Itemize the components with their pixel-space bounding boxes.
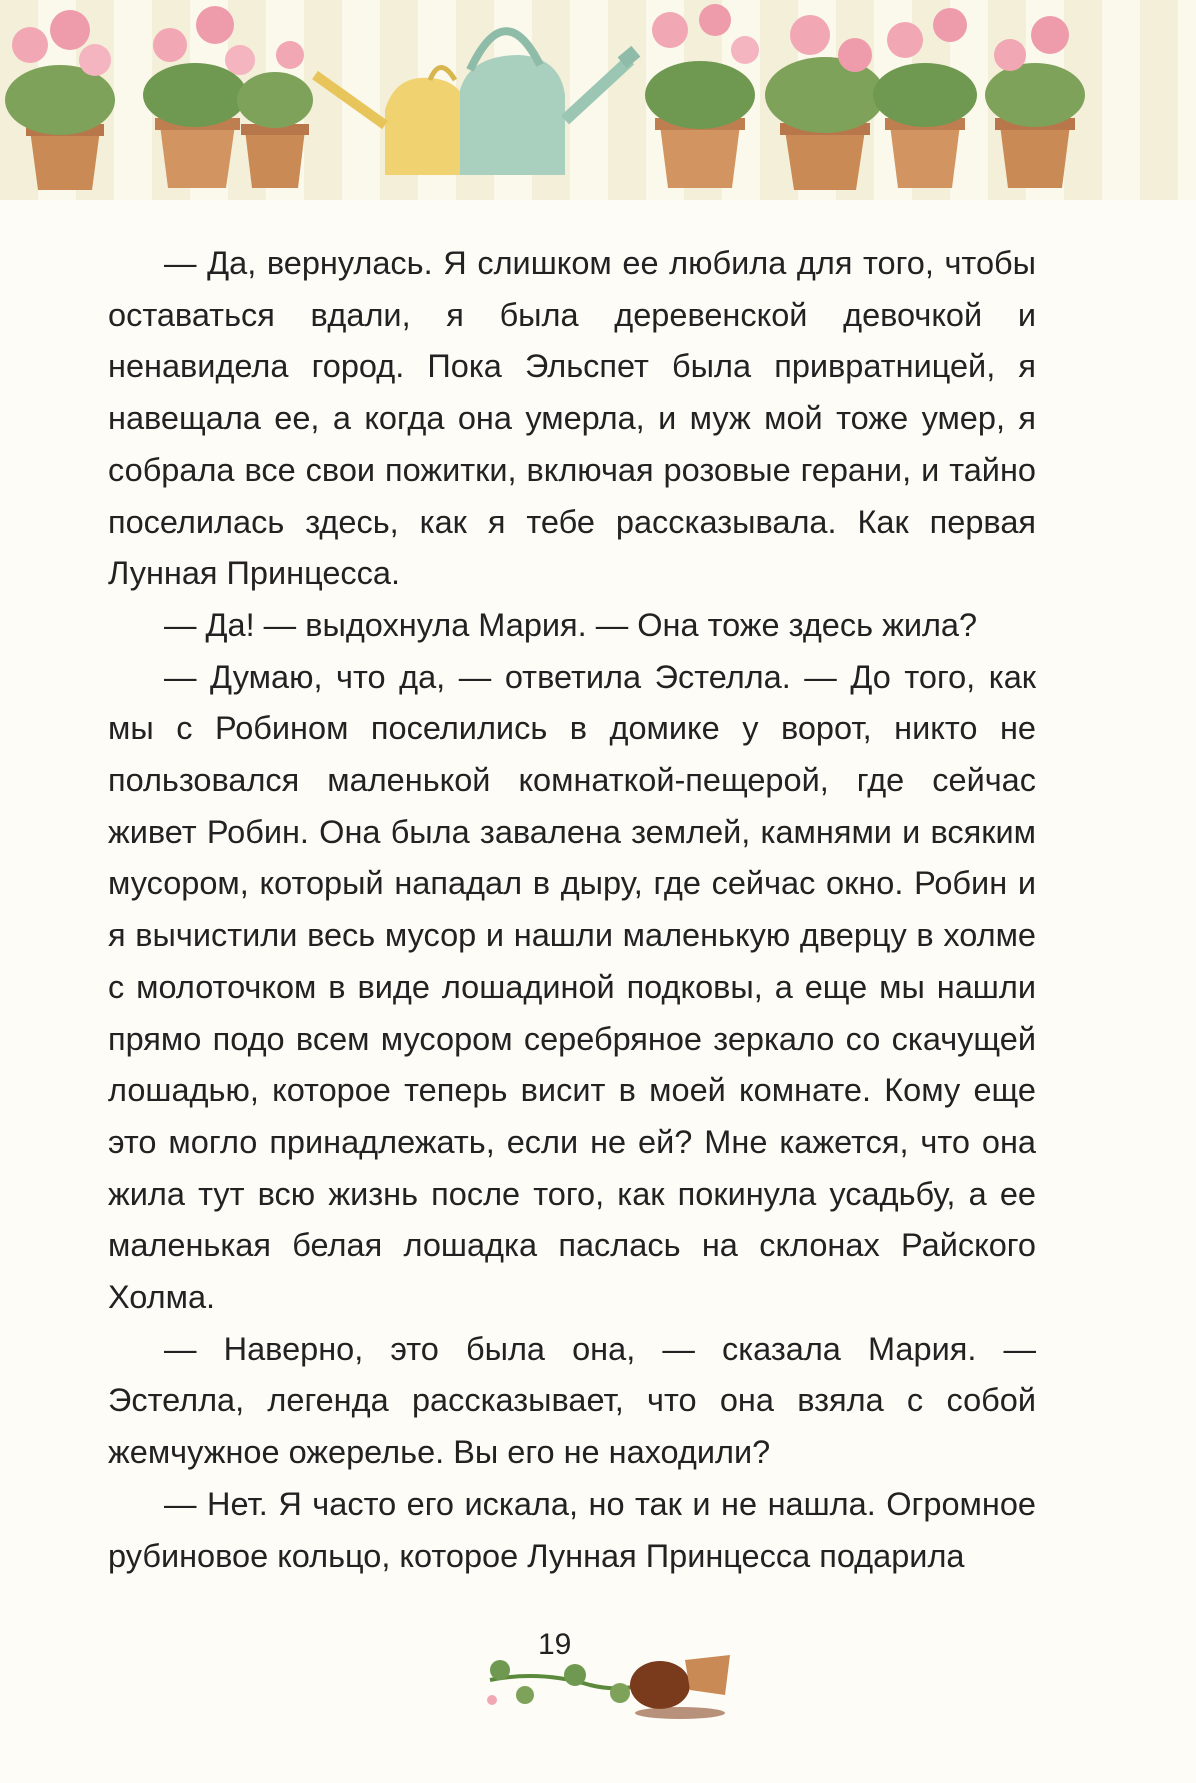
paragraph: — Да, вернулась. Я слишком ее любила для того, чтобы оставаться вдали, я была деревенской девочкой и ненавидела город. Пока Эльспет была привратницей, я навещала ее, а когда она умерла, и муж мой тоже умер, я собрала все свои пожитки, включая розовые герани, и тайно поселилась здесь, как я тебе рассказывала. Как первая Лунная Принцесса. xyxy=(108,245,1036,592)
geranium-pots-illustration xyxy=(0,0,1196,200)
flower-pot-icon xyxy=(985,16,1085,188)
flower-pot-icon xyxy=(765,15,885,190)
paragraph: — Нет. Я часто его искала, но так и не нашла. Огромное рубиновое кольцо, которое Лунная Принцесса подарила xyxy=(108,1485,1036,1574)
watering-can-icon xyxy=(460,31,640,175)
header-illustration xyxy=(0,0,1196,200)
flower-pot-icon xyxy=(5,10,115,190)
story-text xyxy=(108,238,1036,1582)
paragraph: — Думаю, что да, — ответила Эстелла. — До того, как мы с Робином поселились в домике у ворот, никто не пользовался маленькой комнаткой-пещерой, где сейчас живет Робин. Она была завалена землей, камнями и всяким мусором, который нападал в дыру, где сейчас окно. Робин и я вычистили весь мусор и нашли маленькую дверцу в холме с молоточком в виде лошадиной подковы, а еще мы нашли прямо подо всем мусором серебряное зеркало со скачущей лошадью, которое теперь висит в моей комнате. Кому еще это могло принадлежать, если не ей? Мне кажется, что она жила тут всю жизнь после того, как покинула усадьбу, а ее маленькая белая лошадка паслась на склонах Райского Холма. xyxy=(108,658,1036,1316)
flower-pot-icon xyxy=(645,4,759,188)
page-number: 19 xyxy=(538,1628,572,1661)
flower-pot-icon xyxy=(873,8,977,188)
paragraph: — Наверно, это была она, — сказала Мария. — Эстелла, легенда рассказывает, что она взяла с собой жемчужное ожерелье. Вы его не находили? xyxy=(108,1330,1036,1471)
broken-pot-icon xyxy=(630,1655,730,1719)
watering-can-icon xyxy=(315,68,470,176)
footer-vine-illustration xyxy=(480,1625,770,1725)
paragraph: — Да! — выдохнула Мария. — Она тоже здесь жила? xyxy=(164,606,978,643)
